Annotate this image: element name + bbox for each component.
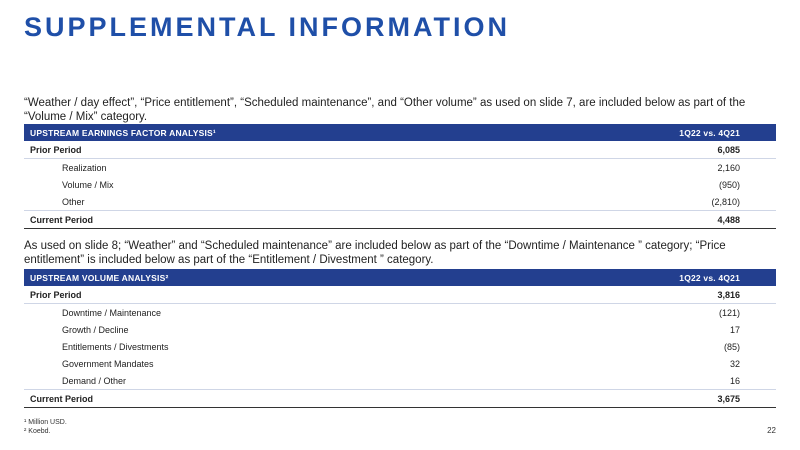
row-label: Government Mandates <box>62 358 154 369</box>
row-value: 2,160 <box>717 162 740 173</box>
footnotes <box>24 418 67 436</box>
row-label: Realization <box>62 162 107 173</box>
footnote: ² Koebd. <box>24 428 51 435</box>
row-label: Downtime / Maintenance <box>62 307 162 318</box>
row-label: Current Period <box>24 211 614 229</box>
table-row <box>24 372 776 390</box>
row-value: (121) <box>718 307 740 318</box>
table-row <box>24 304 776 322</box>
row-value: (85) <box>723 341 740 352</box>
row-value: 4,488 <box>614 211 776 229</box>
row-value: 32 <box>729 358 740 369</box>
prior-period-row <box>24 141 776 159</box>
table-header-row <box>24 269 776 286</box>
table-row <box>24 321 776 338</box>
intro-paragraph-volume: As used on slide 8; “Weather” and “Scheduled maintenance” are included below as part of the “Downtime / Maintenance ” category; “Price entitlement” is included below as part of the “Entitlement / Divestment ” category. <box>24 240 726 266</box>
volume-analysis-table <box>24 269 776 408</box>
row-label: Prior Period <box>24 286 614 304</box>
row-value: (2,810) <box>711 196 740 207</box>
column-header: 1Q22 vs. 4Q21 <box>614 269 776 286</box>
footnote: ¹ Million USD. <box>24 419 67 426</box>
page-title: SUPPLEMENTAL INFORMATION <box>24 12 510 42</box>
table-row <box>24 338 776 355</box>
row-value: 16 <box>729 375 740 386</box>
earnings-factor-table <box>24 124 776 229</box>
page-number: 22 <box>767 426 776 435</box>
row-label: Prior Period <box>24 141 614 159</box>
intro-paragraph-earnings: “Weather / day effect”, “Price entitlement”, “Scheduled maintenance”, and “Other volume” as used on slide 7, are included below as part of the “Volume / Mix” category. <box>24 97 746 123</box>
row-value: 3,816 <box>614 286 776 304</box>
row-label: Entitlements / Divestments <box>62 341 169 352</box>
table-title: UPSTREAM VOLUME ANALYSIS² <box>24 269 614 286</box>
row-label: Volume / Mix <box>62 179 114 190</box>
row-label: Demand / Other <box>62 375 127 386</box>
prior-period-row <box>24 286 776 304</box>
table-row <box>24 176 776 193</box>
table-header-row <box>24 124 776 141</box>
row-label: Current Period <box>24 390 614 408</box>
table-title: UPSTREAM EARNINGS FACTOR ANALYSIS¹ <box>24 124 614 141</box>
row-label: Growth / Decline <box>62 324 129 335</box>
table-row <box>24 193 776 211</box>
current-period-row <box>24 390 776 408</box>
row-value: 17 <box>729 324 740 335</box>
row-value: (950) <box>718 179 740 190</box>
table-row <box>24 159 776 177</box>
column-header: 1Q22 vs. 4Q21 <box>614 124 776 141</box>
row-value: 6,085 <box>614 141 776 159</box>
row-value: 3,675 <box>614 390 776 408</box>
current-period-row <box>24 211 776 229</box>
table-row <box>24 355 776 372</box>
row-label: Other <box>62 196 85 207</box>
